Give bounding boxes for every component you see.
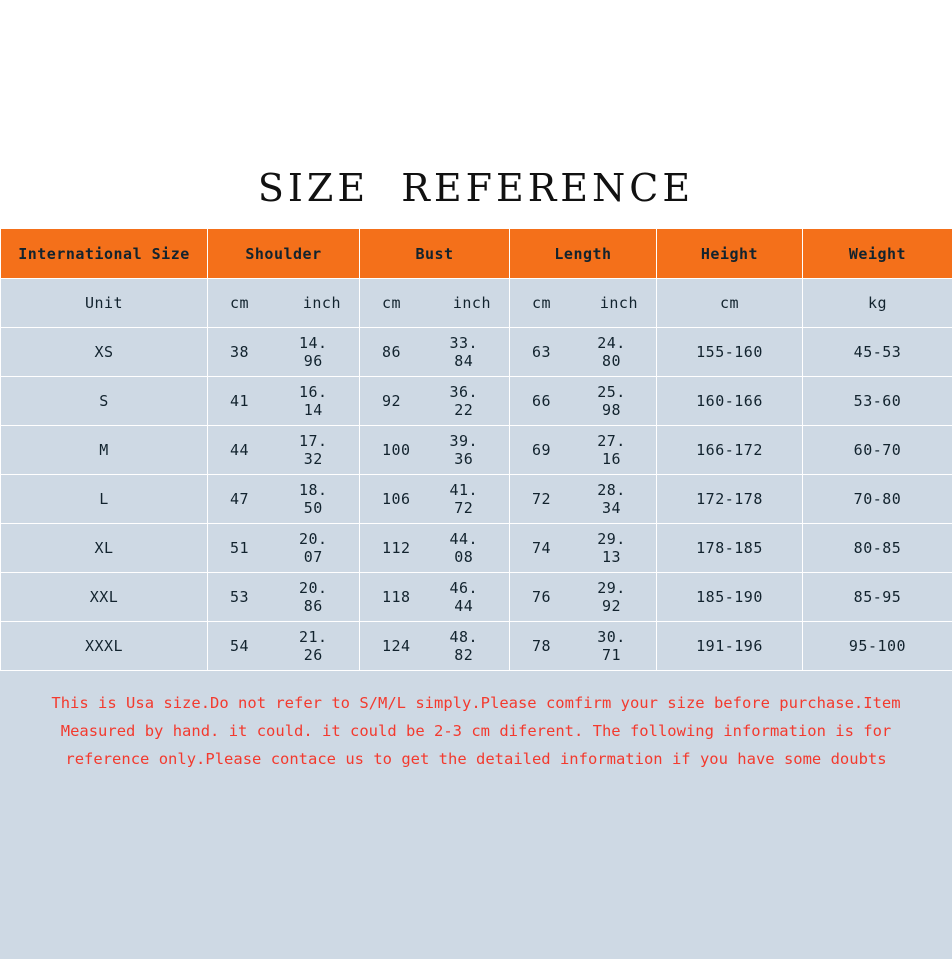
row-bust-inch: 39. 36 bbox=[437, 427, 510, 473]
row-height: 160-166 bbox=[657, 377, 803, 426]
row-bust-cm: 112 bbox=[360, 525, 437, 571]
unit-length-cm: cm bbox=[510, 280, 585, 326]
row-size: L bbox=[1, 475, 208, 524]
row-length-cm: 78 bbox=[510, 623, 585, 669]
row-shoulder bbox=[208, 377, 360, 426]
row-length-cm: 69 bbox=[510, 427, 585, 473]
table-row bbox=[1, 622, 952, 671]
row-length-cm: 72 bbox=[510, 476, 585, 522]
chart-title-bar bbox=[0, 148, 952, 228]
row-bust bbox=[360, 426, 510, 475]
table-row bbox=[1, 377, 952, 426]
row-length-inch: 30. 71 bbox=[585, 623, 656, 669]
header-length: Length bbox=[510, 229, 657, 279]
row-length bbox=[510, 622, 657, 671]
table-row bbox=[1, 279, 952, 328]
row-size: XXL bbox=[1, 573, 208, 622]
size-table bbox=[0, 228, 952, 671]
table-row bbox=[1, 328, 952, 377]
row-shoulder bbox=[208, 475, 360, 524]
row-bust-inch: 36. 22 bbox=[437, 378, 510, 424]
row-bust-cm: 124 bbox=[360, 623, 437, 669]
row-weight: 80-85 bbox=[803, 524, 952, 573]
row-height: 166-172 bbox=[657, 426, 803, 475]
table-row bbox=[1, 573, 952, 622]
row-bust-inch: 33. 84 bbox=[437, 329, 510, 375]
row-shoulder bbox=[208, 573, 360, 622]
row-height: 178-185 bbox=[657, 524, 803, 573]
row-size: XXXL bbox=[1, 622, 208, 671]
row-length-inch: 28. 34 bbox=[585, 476, 656, 522]
row-bust-cm: 86 bbox=[360, 329, 437, 375]
unit-height: cm bbox=[657, 279, 803, 328]
table-row bbox=[1, 524, 952, 573]
row-length-cm: 63 bbox=[510, 329, 585, 375]
row-shoulder-cm: 47 bbox=[208, 476, 286, 522]
unit-shoulder-cm: cm bbox=[208, 280, 286, 326]
row-height: 191-196 bbox=[657, 622, 803, 671]
row-length-cm: 66 bbox=[510, 378, 585, 424]
top-whitespace bbox=[0, 0, 952, 148]
row-shoulder-cm: 54 bbox=[208, 623, 286, 669]
row-shoulder bbox=[208, 328, 360, 377]
row-length-inch: 25. 98 bbox=[585, 378, 656, 424]
row-shoulder-inch: 14. 96 bbox=[286, 329, 360, 375]
row-length bbox=[510, 573, 657, 622]
row-shoulder-inch: 20. 07 bbox=[286, 525, 360, 571]
page-title: SIZE REFERENCE bbox=[258, 166, 694, 210]
row-shoulder-cm: 44 bbox=[208, 427, 286, 473]
unit-bust-inch: inch bbox=[437, 280, 510, 326]
row-bust-cm: 92 bbox=[360, 378, 437, 424]
row-bust bbox=[360, 475, 510, 524]
unit-length-inch: inch bbox=[585, 280, 656, 326]
table-header bbox=[1, 229, 952, 279]
row-length-cm: 74 bbox=[510, 525, 585, 571]
row-size: XL bbox=[1, 524, 208, 573]
row-shoulder-inch: 20. 86 bbox=[286, 574, 360, 620]
unit-shoulder bbox=[208, 279, 360, 328]
row-bust bbox=[360, 524, 510, 573]
row-length-inch: 29. 13 bbox=[585, 525, 656, 571]
row-length bbox=[510, 524, 657, 573]
size-note bbox=[0, 671, 952, 797]
table-row bbox=[1, 475, 952, 524]
row-size: S bbox=[1, 377, 208, 426]
row-size: M bbox=[1, 426, 208, 475]
unit-bust-cm: cm bbox=[360, 280, 437, 326]
row-shoulder bbox=[208, 426, 360, 475]
note-line-2: Measured by hand. it could. it could be 2-3 cm diferent. The following information is for bbox=[16, 717, 936, 745]
row-weight: 70-80 bbox=[803, 475, 952, 524]
row-length-cm: 76 bbox=[510, 574, 585, 620]
header-row bbox=[1, 229, 952, 279]
header-international-size: International Size bbox=[1, 229, 208, 279]
row-length-inch: 24. 80 bbox=[585, 329, 656, 375]
row-bust-inch: 48. 82 bbox=[437, 623, 510, 669]
unit-weight: kg bbox=[803, 279, 952, 328]
row-shoulder-cm: 41 bbox=[208, 378, 286, 424]
row-shoulder-inch: 16. 14 bbox=[286, 378, 360, 424]
row-height: 172-178 bbox=[657, 475, 803, 524]
row-shoulder bbox=[208, 622, 360, 671]
row-shoulder-cm: 51 bbox=[208, 525, 286, 571]
bottom-fill bbox=[0, 797, 952, 959]
row-shoulder-inch: 18. 50 bbox=[286, 476, 360, 522]
row-length-inch: 29. 92 bbox=[585, 574, 656, 620]
row-shoulder-cm: 53 bbox=[208, 574, 286, 620]
row-shoulder-cm: 38 bbox=[208, 329, 286, 375]
unit-shoulder-inch: inch bbox=[286, 280, 360, 326]
row-bust-inch: 46. 44 bbox=[437, 574, 510, 620]
unit-length bbox=[510, 279, 657, 328]
row-shoulder-inch: 17. 32 bbox=[286, 427, 360, 473]
row-length bbox=[510, 377, 657, 426]
header-height: Height bbox=[657, 229, 803, 279]
row-weight: 85-95 bbox=[803, 573, 952, 622]
table-body bbox=[1, 279, 952, 671]
row-bust bbox=[360, 573, 510, 622]
unit-bust bbox=[360, 279, 510, 328]
row-bust-cm: 100 bbox=[360, 427, 437, 473]
note-line-3: reference only.Please contace us to get the detailed information if you have some doubts bbox=[16, 745, 936, 773]
row-length bbox=[510, 426, 657, 475]
row-bust-cm: 106 bbox=[360, 476, 437, 522]
row-length bbox=[510, 328, 657, 377]
row-bust bbox=[360, 377, 510, 426]
row-size: XS bbox=[1, 328, 208, 377]
row-weight: 53-60 bbox=[803, 377, 952, 426]
row-height: 185-190 bbox=[657, 573, 803, 622]
row-length bbox=[510, 475, 657, 524]
row-length-inch: 27. 16 bbox=[585, 427, 656, 473]
row-bust bbox=[360, 328, 510, 377]
unit-label: Unit bbox=[1, 279, 208, 328]
row-bust-inch: 41. 72 bbox=[437, 476, 510, 522]
row-bust-inch: 44. 08 bbox=[437, 525, 510, 571]
row-height: 155-160 bbox=[657, 328, 803, 377]
table-row bbox=[1, 426, 952, 475]
header-shoulder: Shoulder bbox=[208, 229, 360, 279]
row-shoulder bbox=[208, 524, 360, 573]
row-bust bbox=[360, 622, 510, 671]
row-weight: 60-70 bbox=[803, 426, 952, 475]
row-shoulder-inch: 21. 26 bbox=[286, 623, 360, 669]
row-bust-cm: 118 bbox=[360, 574, 437, 620]
note-line-1: This is Usa size.Do not refer to S/M/L simply.Please comfirm your size before purchase.Item bbox=[16, 689, 936, 717]
row-weight: 45-53 bbox=[803, 328, 952, 377]
header-bust: Bust bbox=[360, 229, 510, 279]
header-weight: Weight bbox=[803, 229, 952, 279]
row-weight: 95-100 bbox=[803, 622, 952, 671]
size-reference-chart bbox=[0, 148, 952, 959]
